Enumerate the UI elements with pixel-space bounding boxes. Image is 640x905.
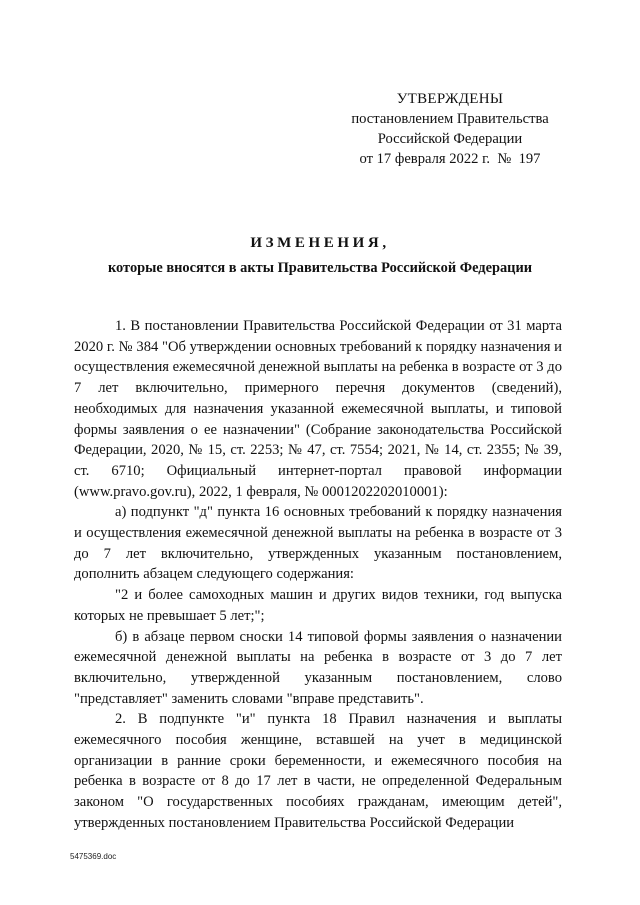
- paragraph-1a-quote: "2 и более самоходных машин и других видов техники, год выпуска которых не превышает 5 лет;";: [74, 587, 562, 624]
- paragraph-1a: а) подпункт "д" пункта 16 основных требований к порядку назначения и осуществления ежемесячной денежной выплаты на ребенка в возрасте от 3 до 7 лет включительно, утвержденных указанным постановлением, дополнить абзацем следующего содержания:: [74, 504, 562, 583]
- paragraph-1b: б) в абзаце первом сноски 14 типовой формы заявления о назначении ежемесячной денежной выплаты на ребенка в возрасте от 3 до 7 лет включительно, утвержденной указанным постановлением, слово "представляет" заменить словами "вправе представить".: [74, 628, 562, 707]
- approval-line-federation: Российской Федерации: [377, 131, 523, 147]
- approval-line-date: от 17 февраля 2022 г. № 197: [359, 151, 541, 167]
- paragraph-1: 1. В постановлении Правительства Российской Федерации от 31 марта 2020 г. № 384 "Об утверждении основных требований к порядку назначения и осуществления ежемесячной денежной выплаты на ребенка в возрасте от 3 до 7 лет включительно, примерного перечня документов (сведений), необходимых для назначения указанной ежемесячной выплаты, и типовой формы заявления о ее назначении" (Собрание законодательства Российской Федерации, 2020, № 15, ст. 2253; № 47, ст. 7554; 2021, № 14, ст. 2355; № 39, ст. 6710; Официальный интернет-портал правовой информации (www.pravo.gov.ru), 2022, 1 февраля, № 0001202202010001):: [74, 318, 562, 500]
- approval-line-decree: постановлением Правительства: [351, 111, 549, 127]
- document-subtitle: которые вносятся в акты Правительства Российской Федерации: [107, 260, 533, 276]
- approval-block: [330, 89, 570, 169]
- paragraph-2: 2. В подпункте "и" пункта 18 Правил назначения и выплаты ежемесячного пособия женщине, вставшей на учет в медицинской организации в ранние сроки беременности, и ежемесячного пособия на ребенка в возрасте от 8 до 17 лет в части, не определенной Федеральным законом "О государственных пособиях гражданам, имеющим детей", утвержденных постановлением Правительства Российской Федерации: [74, 711, 562, 831]
- document-title: ИЗМЕНЕНИЯ,: [250, 235, 390, 251]
- document-body: [74, 316, 562, 834]
- approval-heading: УТВЕРЖДЕНЫ: [396, 91, 504, 107]
- file-name-footer: 5475369.doc: [70, 852, 117, 861]
